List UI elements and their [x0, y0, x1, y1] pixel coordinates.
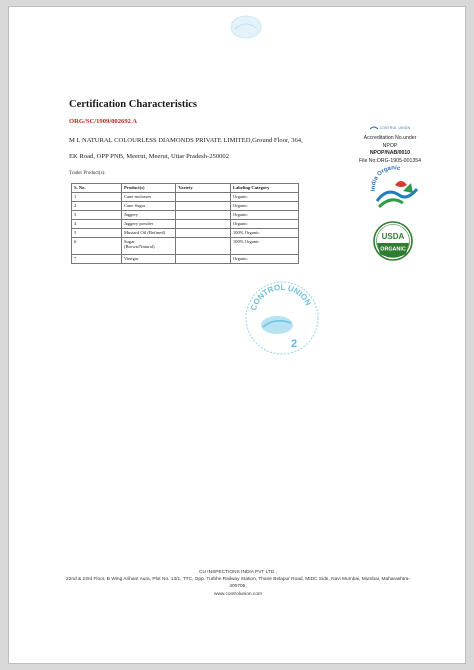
cell-variety [176, 193, 230, 202]
header-product: Product(s) [121, 184, 175, 193]
header-labeling-category: Labeling Category [230, 184, 298, 193]
file-number: File No:ORG-1905-001354 [359, 157, 421, 164]
accreditation-line-1: Accreditation No.under [363, 135, 417, 141]
table-row [72, 238, 299, 255]
header-variety: Variety [176, 184, 230, 193]
cell-category: Organic [230, 202, 298, 211]
footer-company: CU INSPECTIONS INDIA PVT LTD., [199, 570, 277, 575]
cell-variety [176, 220, 230, 229]
control-union-stamp-icon [241, 277, 323, 359]
cell-sno: 2 [72, 202, 122, 211]
stamp-number: 2 [291, 338, 298, 350]
company-line-2: EK Road, OPP PNB, Meerut, Meerut, Uttar Pradesh-250002 [69, 153, 230, 160]
svg-text:CONTROL UNION [249, 283, 313, 312]
cell-category: 100% Organic [230, 229, 298, 238]
company-line-1: M L NATURAL COLOURLESS DIAMONDS PRIVATE LIMITED,Ground Floor, 364, [69, 137, 303, 144]
cell-category: Organic [230, 220, 298, 229]
company-address [69, 133, 341, 165]
control-union-logo [370, 125, 411, 130]
footer [23, 569, 453, 598]
cell-product: Vinegar [121, 255, 175, 264]
india-organic-text: India Organic [370, 165, 401, 192]
accreditation-block [347, 117, 433, 165]
cell-variety [176, 202, 230, 211]
certificate-number: ORG/SC/1909/002692 A [69, 118, 137, 125]
usda-text: USDA [381, 232, 405, 241]
cell-product: Cane molasses [121, 193, 175, 202]
cell-product: Cane Sugar [121, 202, 175, 211]
cell-category: Organic [230, 193, 298, 202]
cell-sno: 5 [72, 229, 122, 238]
cell-category: Organic [230, 211, 298, 220]
header-sno: S. No. [72, 184, 122, 193]
table-row [72, 255, 299, 264]
svg-text:India Organic [371, 165, 402, 191]
trader-products-label: Trader Product(s): [69, 171, 106, 176]
cell-variety [176, 211, 230, 220]
table-row [72, 220, 299, 229]
products-table [71, 183, 299, 264]
cell-product: Jaggery [121, 211, 175, 220]
watermark-stamp-icon [229, 13, 263, 41]
table-row [72, 202, 299, 211]
cell-sno: 4 [72, 220, 122, 229]
cell-product: Sugar (Brown/Natural) [121, 238, 175, 255]
cell-product: Mustard Oil (Refined) [121, 229, 175, 238]
cell-sno: 6 [72, 238, 122, 255]
footer-website: www.controlunion.com [214, 591, 262, 597]
table-row [72, 229, 299, 238]
cell-sno: 1 [72, 193, 122, 202]
usda-organic-seal-icon [373, 221, 413, 261]
table-row [72, 193, 299, 202]
control-union-mark-icon [370, 125, 378, 130]
cell-product: Jaggery powder [121, 220, 175, 229]
control-union-logo-text: CONTROL UNION [379, 125, 411, 130]
page-title: Certification Characteristics [69, 99, 197, 110]
cell-variety [176, 255, 230, 264]
cell-variety [176, 229, 230, 238]
table-row [72, 211, 299, 220]
india-organic-logo-icon [365, 165, 423, 213]
cell-sno: 3 [72, 211, 122, 220]
accreditation-number: NPOP/NAB/0010 [369, 150, 411, 156]
cell-category: 100% Organic [230, 238, 298, 255]
organic-text: ORGANIC [380, 246, 406, 253]
footer-address-line-2: 400705, [229, 584, 247, 590]
certificate-page [8, 6, 466, 664]
cell-sno: 7 [72, 255, 122, 264]
footer-address-line-1: 22nd & 23rd Floor, B Wing Arihant Aura, Plot No. 13/1, TTC, Opp. Turbhe Railway Station, Thane Belapur Road, MIDC Side, Navi Mumbai, Mumbai, Maharashtra- [65, 577, 411, 583]
accreditation-line-2: NPOP [382, 142, 398, 149]
cell-variety [176, 238, 230, 255]
stamp-text: CONTROL UNION [248, 282, 313, 312]
cell-category: Organic [230, 255, 298, 264]
table-header-row [72, 184, 299, 193]
